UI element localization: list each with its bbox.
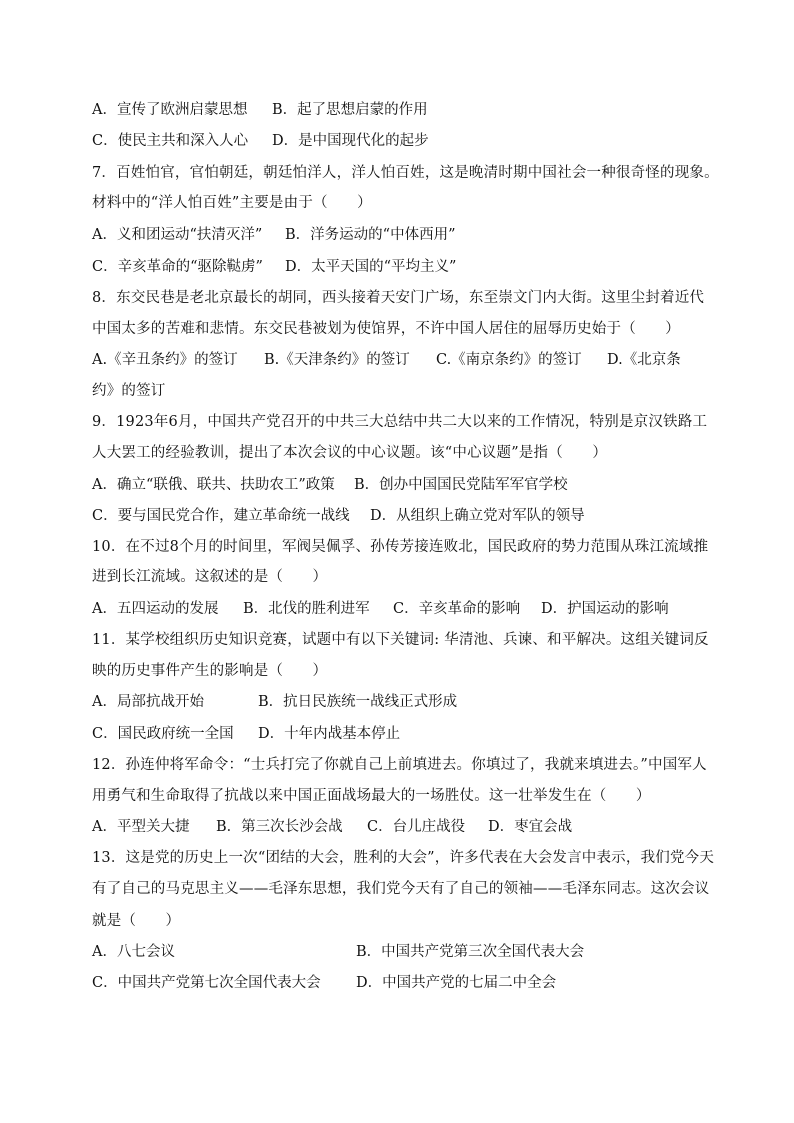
question-13-stem: 13．这是党的历史上一次“团结的大会，胜利的大会”，许多代表在大会发言中表示，我们党今天 [92,850,715,866]
option-b: B.《天津条约》的签订 [264,352,410,368]
option-c: C．台儿庄战役 [367,819,466,835]
option-a: A．义和团运动“扶清灭洋” [92,227,263,243]
option-a: A．确立“联俄、联共、扶助农工”政策 [92,477,335,493]
question-8-stem-cont: 中国太多的苦难和悲情。东交民巷被划为使馆界，不许中国人居住的屈辱历史始于（ ） [92,321,680,337]
option-c: C．要与国民党合作，建立革命统一战线 [92,508,350,524]
question-8-stem: 8．东交民巷是老北京最长的胡同，西头接着天安门广场，东至崇文门内大街。这里尘封着近代 [92,290,705,306]
option-d: D．中国共产党的七届二中全会 [356,975,557,991]
option-d: D．十年内战基本停止 [258,726,401,742]
option-d: D．是中国现代化的起步 [272,133,429,149]
question-9-stem-cont: 人大罢工的经验教训，提出了本次会议的中心议题。该“中心议题”是指（ ） [92,445,608,461]
question-10-stem: 10．在不过8个月的时间里，军阀吴佩孚、孙传芳接连败北，国民政府的势力范围从珠江流域推 [92,539,709,555]
option-c: C．国民政府统一全国 [92,726,234,742]
option-a: A．五四运动的发展 [92,601,219,617]
option-b: B．中国共产党第三次全国代表大会 [356,944,585,960]
option-b: B．起了思想启蒙的作用 [272,102,428,118]
option-d: D.《北京条 [607,352,681,368]
option-d: D．从组织上确立党对军队的领导 [370,508,585,524]
option-c: C．辛亥革命的“驱除鞑虏” [92,259,263,275]
option-b: B．北伐的胜利进军 [243,601,370,617]
option-d: D．太平天国的“平均主义” [285,259,457,275]
option-c: C.《南京条约》的签订 [436,352,582,368]
question-11-stem-cont: 映的历史事件产生的影响是（ ） [92,663,328,679]
option-a: A．八七会议 [92,944,175,960]
option-b: B．第三次长沙会战 [216,819,343,835]
question-11-stem: 11．某学校组织历史知识竞赛，试题中有以下关键词: 华清池、兵谏、和平解决。这组关键词反 [92,632,709,648]
option-d: D．护国运动的影响 [541,601,669,617]
option-d-cont: 约》的签订 [92,383,166,399]
option-a: A．局部抗战开始 [92,694,204,710]
option-b: B．抗日民族统一战线正式形成 [258,694,458,710]
option-c: C．使民主共和深入人心 [92,133,249,149]
question-13-stem-cont: 有了自己的马克思主义——毛泽东思想，我们党今天有了自己的领袖——毛泽东同志。这次会议 [92,881,710,897]
option-a: A．宣传了欧洲启蒙思想 [92,102,248,118]
question-12-stem: 12．孙连仲将军命令：“士兵打完了你就自己上前填进去。你填过了，我就来填进去。”中国军人 [92,757,707,773]
question-9-stem: 9．1923年6月，中国共产党召开的中共三大总结中共二大以来的工作情况，特别是京汉铁路工 [92,414,708,430]
option-b: B．创办中国国民党陆军军官学校 [354,477,568,493]
option-c: C．中国共产党第七次全国代表大会 [92,975,321,991]
question-13-stem-end: 就是（ ） [92,913,181,929]
option-a: A.《辛丑条约》的签订 [92,352,238,368]
option-a: A．平型关大捷 [92,819,190,835]
option-d: D．枣宜会战 [488,819,573,835]
option-b: B．洋务运动的“中体西用” [285,227,456,243]
question-7-stem: 7．百姓怕官，官怕朝廷，朝廷怕洋人，洋人怕百姓，这是晚清时期中国社会一种很奇怪的现象。 [92,165,719,181]
question-7-stem-cont: 材料中的“洋人怕百姓”主要是由于（ ） [92,195,372,211]
option-c: C．辛亥革命的影响 [393,601,521,617]
question-12-stem-cont: 用勇气和生命取得了抗战以来中国正面战场最大的一场胜仗。这一壮举发生在（ ） [92,788,651,804]
question-10-stem-cont: 进到长江流域。这叙述的是（ ） [92,569,328,585]
